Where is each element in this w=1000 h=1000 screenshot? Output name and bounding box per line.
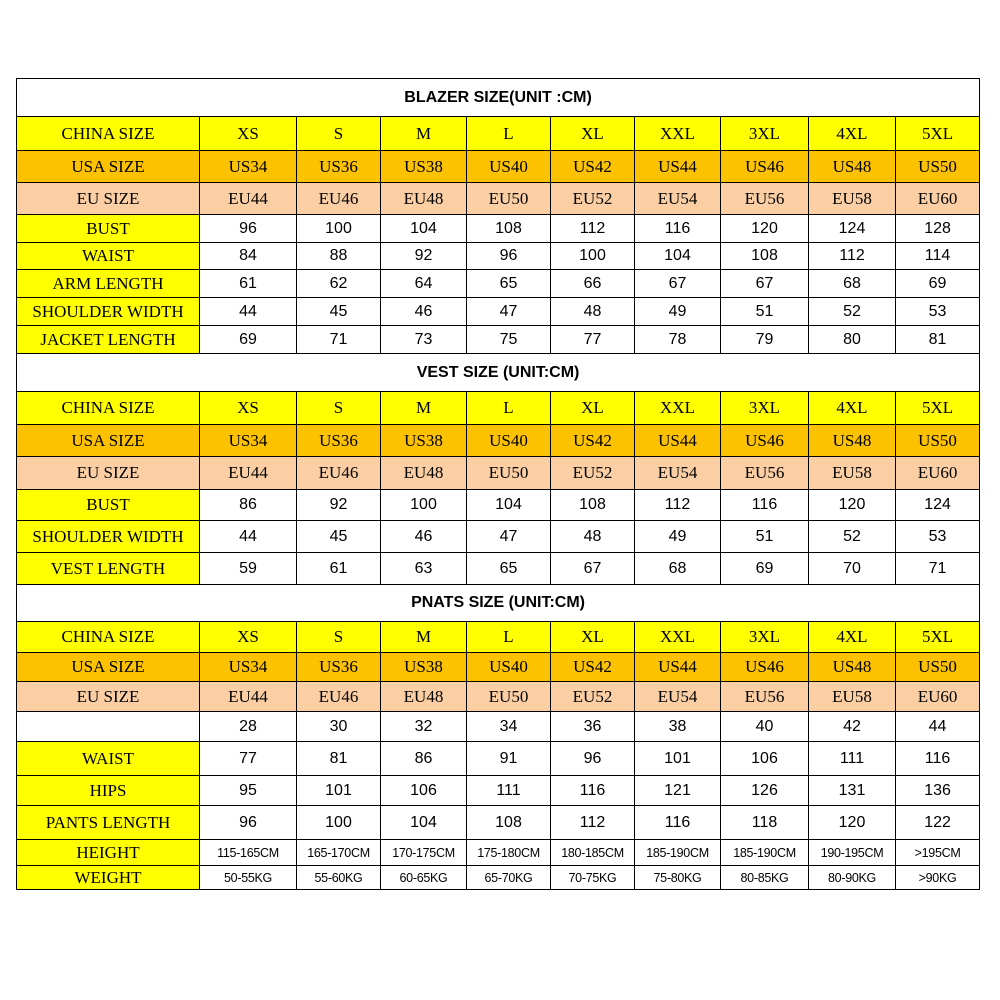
measurement-value-cell: 61	[200, 270, 297, 298]
measurement-row-arm-length	[17, 270, 980, 298]
measurement-value-cell: 36	[551, 712, 635, 742]
china-size-row	[17, 622, 980, 653]
row-label-eu-size: EU SIZE	[17, 457, 200, 490]
eu-size-cell: EU50	[467, 457, 551, 490]
measurement-value-cell: 69	[200, 326, 297, 354]
measurement-value-cell: 108	[467, 806, 551, 840]
size-label-cell: S	[297, 622, 381, 653]
usa-size-cell: US48	[809, 653, 896, 682]
measurement-row-bust	[17, 490, 980, 521]
measurement-value-cell: 108	[551, 490, 635, 521]
measurement-value-cell: 96	[200, 215, 297, 243]
size-label-cell: 5XL	[896, 622, 980, 653]
measurement-value-cell: 52	[809, 298, 896, 326]
usa-size-cell: US46	[721, 425, 809, 457]
usa-size-cell: US44	[635, 151, 721, 183]
size-label-cell: L	[467, 117, 551, 151]
measurement-value-cell: 116	[635, 806, 721, 840]
measurement-value-cell: 185-190CM	[721, 840, 809, 866]
size-label-cell: XL	[551, 117, 635, 151]
measurement-value-cell: 165-170CM	[297, 840, 381, 866]
measurement-value-cell: 34	[467, 712, 551, 742]
eu-size-cell: EU58	[809, 183, 896, 215]
size-label-cell: S	[297, 392, 381, 425]
size-label-cell: XS	[200, 622, 297, 653]
measurement-value-cell: 124	[809, 215, 896, 243]
row-label-eu-size: EU SIZE	[17, 183, 200, 215]
measurement-row-jacket-length	[17, 326, 980, 354]
eu-size-row	[17, 682, 980, 712]
measurement-value-cell: 112	[809, 243, 896, 270]
measurement-value-cell: 71	[896, 553, 980, 585]
eu-size-cell: EU54	[635, 457, 721, 490]
eu-size-cell: EU50	[467, 682, 551, 712]
size-label-cell: XS	[200, 117, 297, 151]
usa-size-cell: US50	[896, 653, 980, 682]
usa-size-cell: US42	[551, 653, 635, 682]
measurement-value-cell: 69	[896, 270, 980, 298]
measurement-value-cell: 70-75KG	[551, 866, 635, 890]
row-label-eu-size: EU SIZE	[17, 682, 200, 712]
measurement-value-cell: 75	[467, 326, 551, 354]
measurement-value-cell: 44	[200, 521, 297, 553]
measurement-value-cell: 128	[896, 215, 980, 243]
eu-size-cell: EU46	[297, 183, 381, 215]
measurement-value-cell: 53	[896, 298, 980, 326]
measurement-value-cell: 77	[200, 742, 297, 776]
row-label-pants-length: PANTS LENGTH	[17, 806, 200, 840]
size-label-cell: 5XL	[896, 117, 980, 151]
usa-size-row	[17, 653, 980, 682]
measurement-value-cell: 80-90KG	[809, 866, 896, 890]
usa-size-cell: US42	[551, 425, 635, 457]
section-title-row	[17, 79, 980, 117]
measurement-value-cell: 108	[721, 243, 809, 270]
measurement-value-cell: 114	[896, 243, 980, 270]
size-label-cell: L	[467, 622, 551, 653]
eu-size-cell: EU54	[635, 183, 721, 215]
row-label-shoulder-width: SHOULDER WIDTH	[17, 521, 200, 553]
measurement-value-cell: 52	[809, 521, 896, 553]
row-label-china-size: CHINA SIZE	[17, 117, 200, 151]
measurement-value-cell: 32	[381, 712, 467, 742]
measurement-row-pants-length	[17, 806, 980, 840]
usa-size-cell: US44	[635, 653, 721, 682]
section-title-row	[17, 354, 980, 392]
usa-size-cell: US46	[721, 151, 809, 183]
row-label-bust: BUST	[17, 490, 200, 521]
measurement-value-cell: 44	[200, 298, 297, 326]
measurement-value-cell: 95	[200, 776, 297, 806]
usa-size-row	[17, 425, 980, 457]
section-title: BLAZER SIZE(UNIT :CM)	[17, 79, 980, 117]
size-label-cell: XXL	[635, 117, 721, 151]
measurement-value-cell: 91	[467, 742, 551, 776]
measurement-value-cell: 77	[551, 326, 635, 354]
measurement-value-cell: 104	[635, 243, 721, 270]
usa-size-cell: US40	[467, 425, 551, 457]
measurement-value-cell: 67	[635, 270, 721, 298]
measurement-value-cell: 136	[896, 776, 980, 806]
measurement-value-cell: 49	[635, 521, 721, 553]
measurement-value-cell: 68	[635, 553, 721, 585]
measurement-row-waist	[17, 243, 980, 270]
measurement-value-cell: 81	[896, 326, 980, 354]
section-title-row	[17, 585, 980, 622]
eu-size-cell: EU52	[551, 183, 635, 215]
measurement-value-cell: 104	[381, 806, 467, 840]
measurement-row-hips	[17, 776, 980, 806]
measurement-value-cell: 80	[809, 326, 896, 354]
measurement-value-cell: 79	[721, 326, 809, 354]
usa-size-cell: US34	[200, 425, 297, 457]
eu-size-cell: EU56	[721, 457, 809, 490]
measurement-value-cell: 112	[551, 215, 635, 243]
measurement-value-cell: 111	[809, 742, 896, 776]
usa-size-cell: US40	[467, 653, 551, 682]
size-label-cell: M	[381, 622, 467, 653]
usa-size-cell: US38	[381, 425, 467, 457]
measurement-value-cell: 60-65KG	[381, 866, 467, 890]
measurement-row-bust	[17, 215, 980, 243]
usa-size-cell: US50	[896, 425, 980, 457]
measurement-value-cell: 30	[297, 712, 381, 742]
eu-size-cell: EU48	[381, 457, 467, 490]
measurement-value-cell: 46	[381, 521, 467, 553]
measurement-value-cell: 120	[809, 490, 896, 521]
measurement-value-cell: 68	[809, 270, 896, 298]
measurement-value-cell: 96	[467, 243, 551, 270]
measurement-value-cell: 86	[381, 742, 467, 776]
section-title: PNATS SIZE (UNIT:CM)	[17, 585, 980, 622]
measurement-value-cell: 84	[200, 243, 297, 270]
measurement-value-cell: 120	[809, 806, 896, 840]
measurement-value-cell: 65	[467, 270, 551, 298]
row-label-bust: BUST	[17, 215, 200, 243]
eu-size-cell: EU46	[297, 682, 381, 712]
eu-size-cell: EU52	[551, 457, 635, 490]
measurement-value-cell: 96	[200, 806, 297, 840]
usa-size-cell: US42	[551, 151, 635, 183]
measurement-row-vest-length	[17, 553, 980, 585]
size-label-cell: XS	[200, 392, 297, 425]
measurement-value-cell: 190-195CM	[809, 840, 896, 866]
size-label-cell: 4XL	[809, 117, 896, 151]
measurement-value-cell: 67	[551, 553, 635, 585]
row-label-arm-length: ARM LENGTH	[17, 270, 200, 298]
eu-size-cell: EU56	[721, 682, 809, 712]
measurement-value-cell: 126	[721, 776, 809, 806]
usa-size-cell: US38	[381, 151, 467, 183]
usa-size-cell: US48	[809, 151, 896, 183]
eu-size-cell: EU58	[809, 682, 896, 712]
measurement-value-cell: 55-60KG	[297, 866, 381, 890]
usa-size-cell: US34	[200, 151, 297, 183]
measurement-value-cell: 81	[297, 742, 381, 776]
eu-size-cell: EU48	[381, 183, 467, 215]
measurement-value-cell: >195CM	[896, 840, 980, 866]
measurement-value-cell: 92	[381, 243, 467, 270]
measurement-value-cell: 100	[551, 243, 635, 270]
eu-size-row	[17, 457, 980, 490]
measurement-value-cell: 44	[896, 712, 980, 742]
eu-size-cell: EU60	[896, 682, 980, 712]
measurement-value-cell: 45	[297, 521, 381, 553]
measurement-value-cell: 86	[200, 490, 297, 521]
measurement-value-cell: 38	[635, 712, 721, 742]
row-label-waist: WAIST	[17, 243, 200, 270]
usa-size-row	[17, 151, 980, 183]
measurement-value-cell: 111	[467, 776, 551, 806]
row-label-waist: WAIST	[17, 742, 200, 776]
size-label-cell: S	[297, 117, 381, 151]
measurement-value-cell: 116	[721, 490, 809, 521]
row-label-hips: HIPS	[17, 776, 200, 806]
measurement-value-cell: 45	[297, 298, 381, 326]
measurement-value-cell: 88	[297, 243, 381, 270]
measurement-value-cell: 64	[381, 270, 467, 298]
measurement-value-cell: 42	[809, 712, 896, 742]
measurement-value-cell: 47	[467, 298, 551, 326]
eu-size-cell: EU58	[809, 457, 896, 490]
size-label-cell: 5XL	[896, 392, 980, 425]
size-label-cell: 4XL	[809, 392, 896, 425]
usa-size-cell: US46	[721, 653, 809, 682]
eu-size-cell: EU56	[721, 183, 809, 215]
measurement-value-cell: 116	[896, 742, 980, 776]
row-label-shoulder-width: SHOULDER WIDTH	[17, 298, 200, 326]
measurement-value-cell: 40	[721, 712, 809, 742]
measurement-value-cell: 101	[297, 776, 381, 806]
measurement-value-cell: 124	[896, 490, 980, 521]
measurement-value-cell: 121	[635, 776, 721, 806]
measurement-value-cell: 65	[467, 553, 551, 585]
measurement-value-cell: 116	[635, 215, 721, 243]
measurement-value-cell: 51	[721, 298, 809, 326]
measurement-value-cell: 115-165CM	[200, 840, 297, 866]
eu-size-cell: EU44	[200, 183, 297, 215]
measurement-value-cell: 70	[809, 553, 896, 585]
eu-size-cell: EU50	[467, 183, 551, 215]
measurement-value-cell: 73	[381, 326, 467, 354]
measurement-value-cell: 96	[551, 742, 635, 776]
measurement-value-cell: 53	[896, 521, 980, 553]
size-label-cell: 4XL	[809, 622, 896, 653]
measurement-value-cell: 118	[721, 806, 809, 840]
size-label-cell: M	[381, 392, 467, 425]
size-label-cell: XL	[551, 622, 635, 653]
usa-size-cell: US36	[297, 425, 381, 457]
row-label-usa-size: USA SIZE	[17, 653, 200, 682]
measurement-value-cell: 112	[635, 490, 721, 521]
eu-size-cell: EU46	[297, 457, 381, 490]
measurement-value-cell: 48	[551, 298, 635, 326]
size-label-cell: 3XL	[721, 392, 809, 425]
measurement-row-shoulder-width	[17, 298, 980, 326]
measurement-value-cell: 170-175CM	[381, 840, 467, 866]
measurement-row-shoulder-width	[17, 521, 980, 553]
measurement-value-cell: 92	[297, 490, 381, 521]
measurement-value-cell: 59	[200, 553, 297, 585]
row-label-vest-length: VEST LENGTH	[17, 553, 200, 585]
measurement-value-cell: 71	[297, 326, 381, 354]
measurement-value-cell: 80-85KG	[721, 866, 809, 890]
measurement-value-cell: 116	[551, 776, 635, 806]
measurement-value-cell: 66	[551, 270, 635, 298]
row-label-unlabeled	[17, 712, 200, 742]
row-label-jacket-length: JACKET LENGTH	[17, 326, 200, 354]
measurement-value-cell: 62	[297, 270, 381, 298]
row-label-china-size: CHINA SIZE	[17, 392, 200, 425]
size-label-cell: 3XL	[721, 622, 809, 653]
eu-size-cell: EU60	[896, 183, 980, 215]
measurement-value-cell: >90KG	[896, 866, 980, 890]
measurement-value-cell: 63	[381, 553, 467, 585]
row-label-weight: WEIGHT	[17, 866, 200, 890]
measurement-value-cell: 100	[381, 490, 467, 521]
measurement-value-cell: 122	[896, 806, 980, 840]
size-chart-table	[16, 78, 980, 890]
size-label-cell: XXL	[635, 392, 721, 425]
measurement-value-cell: 51	[721, 521, 809, 553]
measurement-value-cell: 67	[721, 270, 809, 298]
eu-size-cell: EU44	[200, 682, 297, 712]
measurement-row-unlabeled	[17, 712, 980, 742]
measurement-value-cell: 75-80KG	[635, 866, 721, 890]
measurement-value-cell: 50-55KG	[200, 866, 297, 890]
usa-size-cell: US44	[635, 425, 721, 457]
measurement-row-weight	[17, 866, 980, 890]
measurement-value-cell: 175-180CM	[467, 840, 551, 866]
measurement-value-cell: 100	[297, 215, 381, 243]
measurement-value-cell: 106	[721, 742, 809, 776]
china-size-row	[17, 117, 980, 151]
eu-size-cell: EU54	[635, 682, 721, 712]
usa-size-cell: US40	[467, 151, 551, 183]
usa-size-cell: US38	[381, 653, 467, 682]
row-label-usa-size: USA SIZE	[17, 151, 200, 183]
usa-size-cell: US36	[297, 653, 381, 682]
size-label-cell: XL	[551, 392, 635, 425]
eu-size-row	[17, 183, 980, 215]
measurement-row-height	[17, 840, 980, 866]
eu-size-cell: EU44	[200, 457, 297, 490]
row-label-usa-size: USA SIZE	[17, 425, 200, 457]
measurement-value-cell: 47	[467, 521, 551, 553]
size-chart	[16, 78, 979, 897]
size-label-cell: 3XL	[721, 117, 809, 151]
measurement-value-cell: 69	[721, 553, 809, 585]
measurement-value-cell: 65-70KG	[467, 866, 551, 890]
eu-size-cell: EU48	[381, 682, 467, 712]
usa-size-cell: US34	[200, 653, 297, 682]
measurement-value-cell: 104	[467, 490, 551, 521]
measurement-value-cell: 108	[467, 215, 551, 243]
measurement-value-cell: 46	[381, 298, 467, 326]
measurement-value-cell: 78	[635, 326, 721, 354]
measurement-value-cell: 106	[381, 776, 467, 806]
size-label-cell: L	[467, 392, 551, 425]
usa-size-cell: US48	[809, 425, 896, 457]
measurement-value-cell: 61	[297, 553, 381, 585]
measurement-value-cell: 104	[381, 215, 467, 243]
measurement-value-cell: 100	[297, 806, 381, 840]
usa-size-cell: US36	[297, 151, 381, 183]
measurement-value-cell: 101	[635, 742, 721, 776]
measurement-value-cell: 28	[200, 712, 297, 742]
row-label-china-size: CHINA SIZE	[17, 622, 200, 653]
section-title: VEST SIZE (UNIT:CM)	[17, 354, 980, 392]
size-label-cell: XXL	[635, 622, 721, 653]
measurement-value-cell: 185-190CM	[635, 840, 721, 866]
measurement-value-cell: 49	[635, 298, 721, 326]
measurement-value-cell: 120	[721, 215, 809, 243]
china-size-row	[17, 392, 980, 425]
measurement-value-cell: 131	[809, 776, 896, 806]
size-label-cell: M	[381, 117, 467, 151]
measurement-value-cell: 48	[551, 521, 635, 553]
eu-size-cell: EU60	[896, 457, 980, 490]
usa-size-cell: US50	[896, 151, 980, 183]
measurement-row-waist	[17, 742, 980, 776]
row-label-height: HEIGHT	[17, 840, 200, 866]
measurement-value-cell: 180-185CM	[551, 840, 635, 866]
eu-size-cell: EU52	[551, 682, 635, 712]
measurement-value-cell: 112	[551, 806, 635, 840]
